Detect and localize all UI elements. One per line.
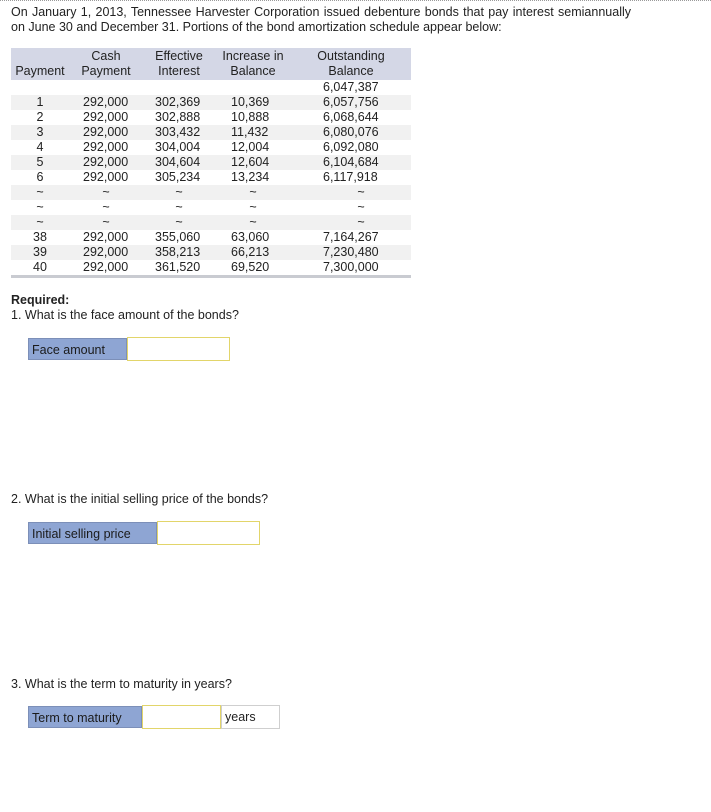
- problem-intro: On January 1, 2013, Tennessee Harvester Corporation issued debenture bonds that pay interest semiannually on June 30 and December 31. Portions of the bond amortization schedule appear below:: [11, 5, 631, 34]
- initial-selling-price-input[interactable]: [157, 521, 260, 545]
- required-section: [11, 293, 69, 308]
- table-row-opening: [11, 80, 411, 95]
- table-header-row: [11, 48, 411, 80]
- term-to-maturity-label: Term to maturity: [28, 706, 142, 728]
- table-row: 38 292,000 355,060 63,060 7,164,267: [33, 230, 379, 244]
- question-2-text: 2. What is the initial selling price of the bonds?: [11, 492, 269, 506]
- table-row: 40 292,000 361,520 69,520 7,300,000: [11, 260, 411, 277]
- header-outstanding-balance: Outstanding Balance: [291, 48, 411, 80]
- header-effective-interest: Effective Interest: [143, 48, 215, 80]
- face-amount-input[interactable]: [127, 337, 230, 361]
- header-cash-payment: Cash Payment: [69, 48, 143, 80]
- table-row: 5 292,000 304,604 12,604 6,104,684: [11, 155, 411, 170]
- table-row: 2 292,000 302,888 10,888 6,068,644: [36, 110, 379, 124]
- top-dotted-rule: [0, 0, 711, 1]
- table-row: 39 292,000 358,213 66,213 7,230,480: [11, 245, 411, 260]
- opening-balance: 6,047,387: [323, 80, 379, 94]
- initial-selling-price-label: Initial selling price: [28, 522, 157, 544]
- header-payment: Payment: [11, 48, 69, 80]
- amortization-schedule: [11, 48, 411, 278]
- table-row: 1 292,000 302,369 10,369 6,057,756: [11, 95, 411, 110]
- face-amount-label: Face amount: [28, 338, 127, 360]
- question-1-text: 1. What is the face amount of the bonds?: [11, 308, 239, 322]
- table-row-gap: ~ ~ ~ ~ ~: [36, 200, 365, 214]
- term-to-maturity-input[interactable]: [142, 705, 221, 729]
- years-unit-label: years: [221, 705, 280, 729]
- table-row-gap: ~ ~ ~ ~ ~: [11, 185, 411, 200]
- required-heading: Required:: [11, 293, 70, 307]
- table-row: 6 292,000 305,234 13,234 6,117,918: [36, 170, 378, 184]
- header-increase-in-balance: Increase in Balance: [215, 48, 291, 80]
- table-row-gap: ~ ~ ~ ~ ~: [11, 215, 411, 230]
- table-row: 3 292,000 303,432 11,432 6,080,076: [11, 125, 411, 140]
- question-3-text: 3. What is the term to maturity in years?: [11, 677, 232, 691]
- table-row: 4 292,000 304,004 12,004 6,092,080: [36, 140, 379, 154]
